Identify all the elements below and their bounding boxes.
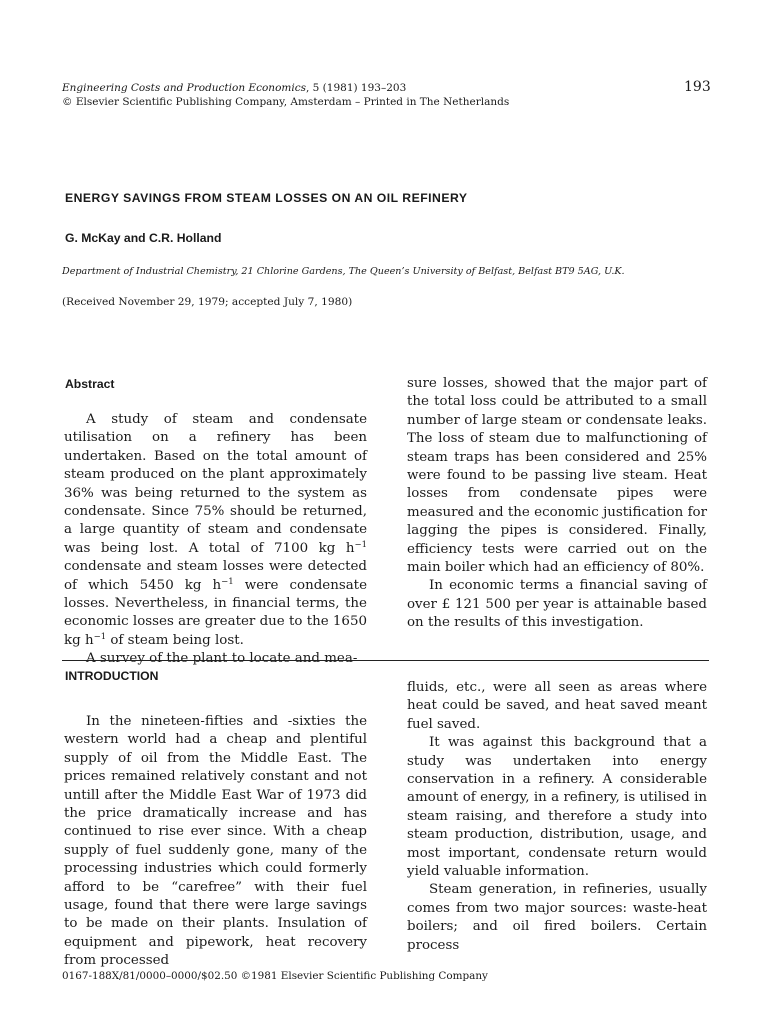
abstract-paragraph-1 xyxy=(64,411,367,650)
unit-superscript: −1 xyxy=(93,631,107,642)
abstract-paragraph-2-start: A survey of the plant to locate and mea- xyxy=(86,651,358,667)
copyright-line: © Elsevier Scientific Publishing Company, Amsterdam – Printed in The Netherlands xyxy=(62,96,510,108)
section-divider xyxy=(62,660,709,661)
introduction-column-left xyxy=(64,713,367,971)
abstract-text-a: A study of steam and condensate utilisation on a refinery has been undertaken. Based on the total amount of steam produced on the plant approximately 36% was being returned to the system as condensate. Since 75% should be returned, a large quantity of steam and condensate was being lost. A total of 7100 kg h xyxy=(64,412,367,556)
page-number: 193 xyxy=(684,79,711,95)
journal-name: Engineering Costs and Production Economics xyxy=(62,82,306,94)
abstract-paragraph-3: In economic terms a financial saving of over £ 121 500 per year is attainable based on the results of this investigation. xyxy=(407,578,707,631)
journal-reference xyxy=(62,81,406,95)
article-title: ENERGY SAVINGS FROM STEAM LOSSES ON AN OIL REFINERY xyxy=(65,191,468,205)
journal-citation: , 5 (1981) 193–203 xyxy=(305,82,407,94)
introduction-paragraph-1-end: fluids, etc., were all seen as areas where heat could be saved, and heat saved meant fuel saved. xyxy=(407,680,707,732)
abstract-text-c: were condensate losses. Nevertheless, in financial terms, the economic losses are greater due to the 1650 kg h xyxy=(64,577,367,648)
author-affiliation: Department of Industrial Chemistry, 21 Chlorine Gardens, The Queen’s University of Belfast, Belfast BT9 5AG, U.K. xyxy=(62,266,625,277)
abstract-text-d: of steam being lost. xyxy=(106,632,244,648)
introduction-paragraph-2: It was against this background that a study was undertaken into energy conservation in a refinery. A considerable amount of energy, in a refinery, is utilised in steam raising, and therefore a study into steam production, distribution, usage, and most important, condensate return would yield valuable information. xyxy=(407,735,707,880)
article-authors: G. McKay and C.R. Holland xyxy=(65,231,222,245)
footer-code: 0167-188X/81/0000–0000/$02.50 ©1981 Elsevier Scientific Publishing Company xyxy=(62,970,488,982)
abstract-column-left xyxy=(64,411,367,669)
unit-superscript: −1 xyxy=(354,539,367,550)
received-dates: (Received November 29, 1979; accepted July 7, 1980) xyxy=(62,296,353,308)
introduction-paragraph-3: Steam generation, in refineries, usually comes from two major sources: waste-heat boilers; and oil fired boilers. Certain process xyxy=(407,882,707,953)
unit-superscript: −1 xyxy=(221,576,234,587)
abstract-paragraph-2-end: sure losses, showed that the major part of the total loss could be attributed to a small number of large steam or condensate leaks. The loss of steam due to malfunctioning of steam traps has been considered and 25% were found to be passing live steam. Heat losses from condensate pipes were measured and the economic justification for lagging the pipes is considered. Finally, efficiency tests were carried out on the main boiler which had an efficiency of 80%. xyxy=(407,376,707,576)
abstract-column-right xyxy=(407,375,707,633)
abstract-heading: Abstract xyxy=(65,377,115,391)
abstract-text-b: condensate and steam losses were detected of which 5450 kg h xyxy=(64,559,367,593)
introduction-paragraph-1: In the nineteen-fifties and -sixties the western world had a cheap and plentiful supply of oil from the Middle East. The prices remained relatively constant and not untill after the Middle East War of 1973 did the price dramatically increase and has continued to rise ever since. With a cheap supply of fuel suddenly gone, many of the processing industries which could formerly afford to be “carefree” with their fuel usage, found that there were large savings to be made on their plants. Insulation of equipment and pipework, heat recovery from processed xyxy=(64,714,367,969)
introduction-column-right xyxy=(407,679,707,955)
introduction-heading: INTRODUCTION xyxy=(65,669,159,683)
